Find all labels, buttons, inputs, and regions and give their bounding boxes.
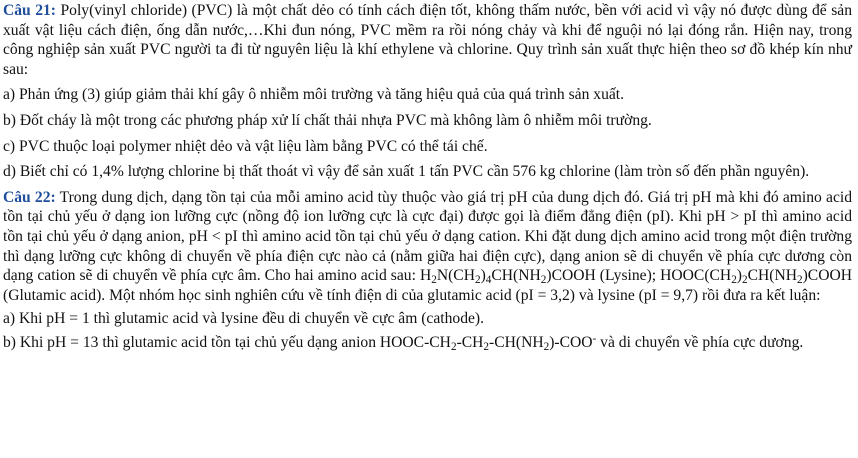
q21-option-c: c) PVC thuộc loại polymer nhiệt dẻo và vật liệu làm bằng PVC có thể tái chế. [3,137,488,155]
q22-tail-text: Một nhóm học sinh nghiên cứu về tính điện di của glutamic acid (pI = 3,2) và lysine (pI = 9,7) rồi đưa ra kết luận: [109,286,821,304]
q22-intro [3,188,852,306]
q21-intro-text: Poly(vinyl chloride) (PVC) là một chất dẻo có tính cách điện tốt, không thấm nước, bền với acid vì vậy nó được dùng để sản xuất vật liệu cách điện, ống dẫn nước,…Khi đun nóng, PVC mềm ra rồi nóng chảy và khi để nguội nó lại đóng rắn. Hiện nay, trong công nghiệp sản xuất PVC người ta đi từ nguyên liệu là khí ethylene và chlorine. Quy trình sản xuất thực hiện theo sơ đồ khép kín như sau: [3,2,852,78]
q21-option-a: a) Phản ứng (3) giúp giảm thải khí gây ô nhiễm môi trường và tăng hiệu quả của quá trình sản xuất. [3,86,625,104]
lysine-formula: $H_2N(CH_2)_4CH(NH_2)COOH$ (Lysine); [419,267,661,286]
q21-intro [3,1,852,79]
q21-option-d: d) Biết chỉ có 1,4% lượng chlorine bị thất thoát vì vậy để sản xuất 1 tấn PVC cần 576 kg chlorine (làm tròn số đến phần nguyên). [3,163,810,181]
glutamic-formula: $HOOC(CH_2)_2CH(NH_2)COOH$ (Glutamic acid). [3,267,852,304]
q22-option-a: a) Khi pH = 1 thì glutamic acid và lysine đều di chuyển về cực âm (cathode). [3,310,485,328]
q22-label: Câu 22: [3,188,56,206]
q21-label: Câu 21: [3,2,56,19]
q22-option-b: b) Khi pH = 13 thì glutamic acid tồn tại chủ yếu dạng anion HOOC-$CH_2-CH_2-CH(NH_2)-COO^-$ và di chuyển về phía cực dương. [3,332,804,353]
q22-intro-text: Trong dung dịch, dạng tồn tại của mỗi amino acid tùy thuộc vào giá trị pH của dung dịch đó. Giá trị pH mà khi đó amino acid tồn tại chủ yếu ở dạng ion lưỡng cực (nồng độ ion lưỡng cực là cực đại) được gọi là điểm đẳng điện (pI). Khi pH > pI thì amino acid tồn tại chủ yếu ở dạng anion, pH < pI thì amino acid tồn tại chủ yếu ở dạng cation. Khi đặt dung dịch amino acid trong một điện trường thì dạng lưỡng cực không di chuyển về phía điện cực nào cả (nằm giữa hai điện cực), dạng anion sẽ di chuyển về phía cực dương còn dạng cation sẽ di chuyển về phía cực âm. Cho hai amino acid sau: [3,188,852,285]
q21-option-b: b) Đốt cháy là một trong các phương pháp xử lí chất thải nhựa PVC mà không làm ô nhiễm môi trường. [3,111,652,129]
